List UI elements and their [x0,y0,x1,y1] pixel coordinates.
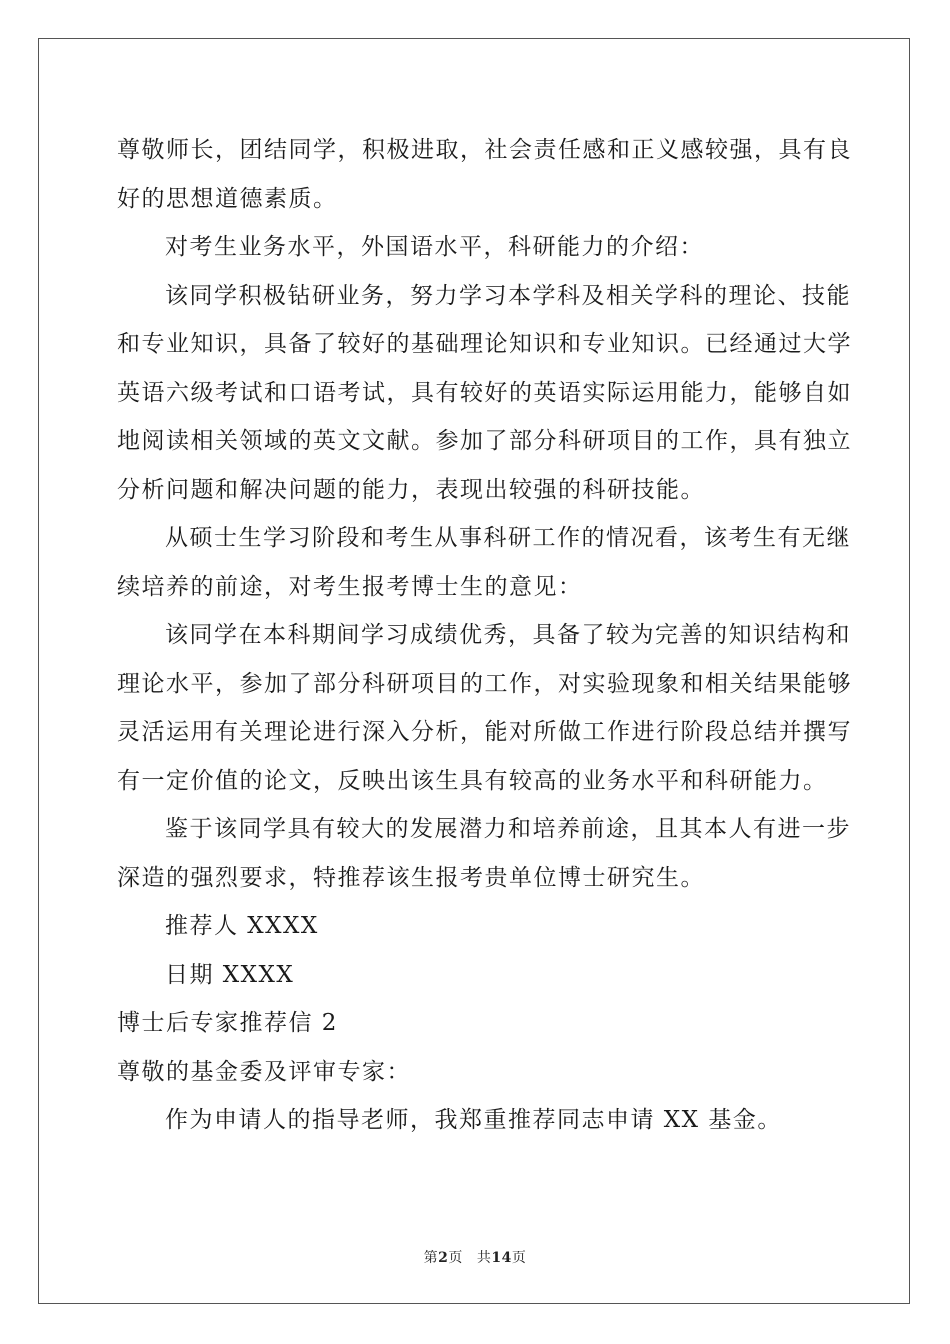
text-line: 理论水平，参加了部分科研项目的工作，对实验现象和相关结果能够 [117,670,852,697]
text-line: 鉴于该同学具有较大的发展潜力和培养前途，且其本人有进一步 [165,816,851,842]
document-body [117,126,852,1145]
text-line: 和专业知识，具备了较好的基础理论知识和专业知识。已经通过大学 [117,331,852,357]
text-line: 分析问题和解决问题的能力，表现出较强的科研技能。 [117,476,705,503]
text-line: 该同学在本科期间学习成绩优秀，具备了较为完善的知识结构和 [165,622,851,648]
recommender-line: 推荐人 XXXX [165,913,319,939]
salutation: 尊敬的基金委及评审专家： [117,1058,411,1085]
text-line: 地阅读相关领域的英文文献。参加了部分科研项目的工作，具有独立 [117,428,852,454]
text-line: 灵活运用有关理论进行深入分析，能对所做工作进行阶段总结并撰写 [117,719,852,745]
total-pages: 14 [491,1250,512,1266]
text-line: 有一定价值的论文，反映出该生具有较高的业务水平和科研能力。 [117,767,828,794]
section-heading: 从硕士生学习阶段和考生从事科研工作的情况看，该考生有无继 [165,525,851,551]
total-prefix: 共 [476,1250,492,1266]
text-line: 作为申请人的指导老师，我郑重推荐同志申请 XX 基金。 [165,1107,782,1133]
letter-title: 博士后专家推荐信 2 [117,1010,338,1036]
date-line: 日期 XXXX [165,961,295,988]
text-line: 深造的强烈要求，特推荐该生报考贵单位博士研究生。 [117,864,705,891]
total-suffix: 页 [511,1250,527,1266]
text-line: 好的思想道德素质。 [117,185,338,212]
section-heading: 对考生业务水平，外国语水平，科研能力的介绍： [165,234,704,260]
page-footer [0,1247,950,1267]
text-line: 续培养的前途，对考生报考博士生的意见： [117,573,583,600]
page-prefix: 第 [423,1250,439,1266]
text-line: 英语六级考试和口语考试，具有较好的英语实际运用能力，能够自如 [117,379,852,406]
page-number: 2 [438,1250,449,1266]
text-line: 该同学积极钻研业务，努力学习本学科及相关学科的理论、技能 [165,282,851,309]
text-line: 尊敬师长，团结同学，积极进取，社会责任感和正义感较强，具有良 [117,137,852,163]
page-suffix: 页 [448,1250,463,1266]
